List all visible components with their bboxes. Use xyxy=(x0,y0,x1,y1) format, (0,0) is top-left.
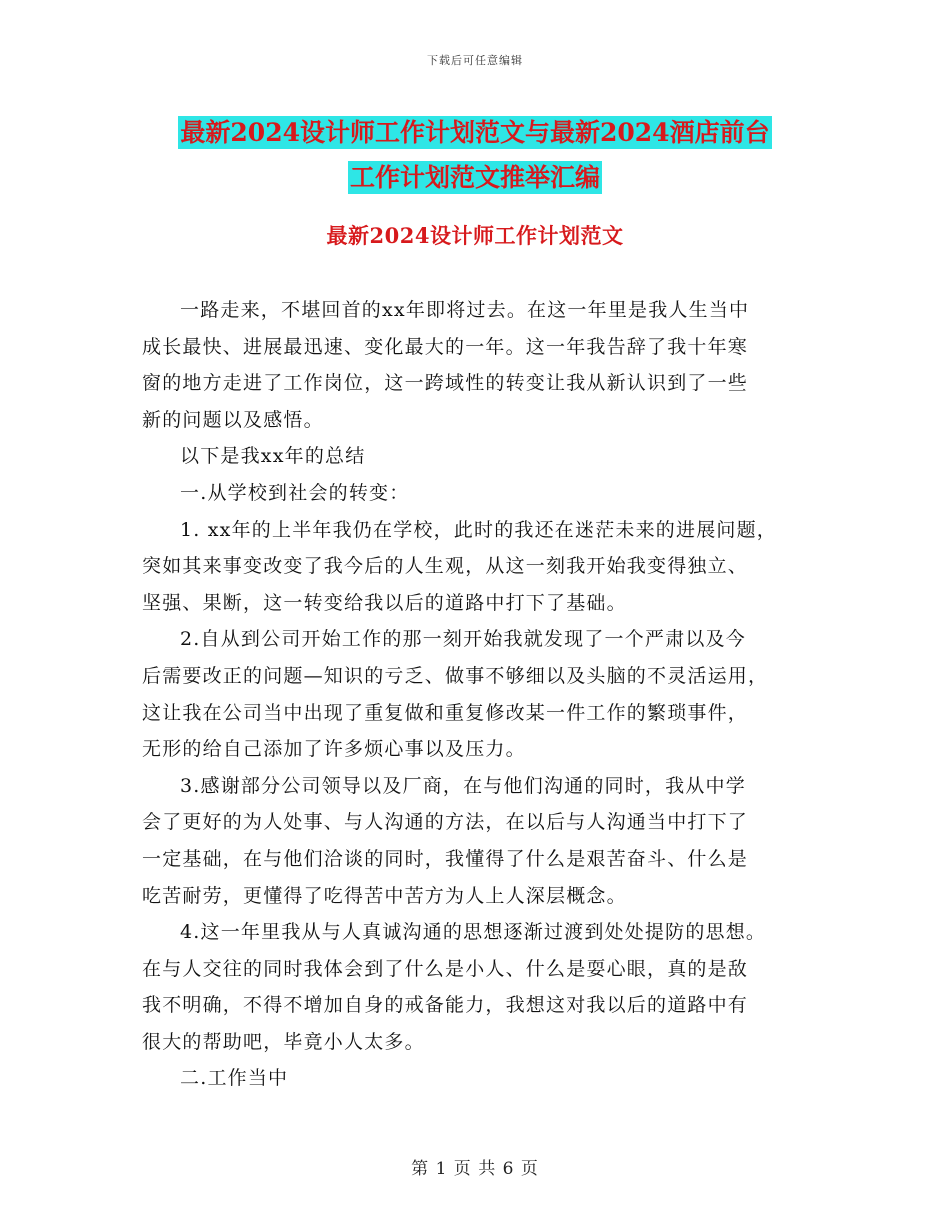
paragraph-summary-lead: 以下是我xx年的总结 xyxy=(180,445,366,468)
paragraph-item-3: 3.感谢部分公司领导以及厂商，在与他们沟通的同时，我从中学 会了更好的为人处事、与人沟通的方法，在以后与人沟通当中打下了 一定基础，在与他们洽谈的同时，我懂得了什么是艰苦奋斗、什么是 吃苦耐劳，更懂得了吃得苦中苦方为人上人深层概念。 xyxy=(142,774,749,907)
paragraph-intro: 一路走来，不堪回首的xx年即将过去。在这一年里是我人生当中 成长最快、进展最迅速、变化最大的一年。这一年我告辞了我十年寒 窗的地方走进了工作岗位，这一跨域性的转变让我从新认识到了一些 新的问题以及感悟。 xyxy=(142,299,750,431)
section-title: 最新2024设计师工作计划范文 xyxy=(326,223,624,248)
document-title-line-2: 工作计划范文推举汇编 xyxy=(349,163,600,192)
paragraph-item-2: 2.自从到公司开始工作的那一刻开始我就发现了一个严肃以及今 后需要改正的问题—知识的亏乏、做事不够细以及头脑的不灵活运用， 这让我在公司当中出现了重复做和重复修改某一件工作的繁琐事件， 无形的给自己添加了许多烦心事以及压力。 xyxy=(142,628,769,761)
heading-school-to-society: 一.从学校到社会的转变： xyxy=(180,481,410,504)
heading-at-work: 二.工作当中 xyxy=(180,1067,289,1090)
page-header-note: 下载后可任意编辑 xyxy=(427,54,523,67)
paragraph-item-4: 4.这一年里我从与人真诚沟通的思想逐渐过渡到处处提防的思想。 在与人交往的同时我体会到了什么是小人、什么是耍心眼，真的是敌 我不明确，不得不增加自身的戒备能力，我想这对我以后的道路中有 很大的帮助吧，毕竟小人太多。 xyxy=(142,921,767,1053)
document-title-line-1: 最新2024设计师工作计划范文与最新2024酒店前台 xyxy=(180,118,770,147)
paragraph-item-1: 1. xx年的上半年我仍在学校，此时的我还在迷茫未来的进展问题， 突如其来事变改变了我今后的人生观，从这一刻我开始我变得独立、 坚强、果断，这一转变给我以后的道路中打下了基础。 xyxy=(142,518,777,614)
document-body xyxy=(142,292,832,1097)
document-title xyxy=(0,110,950,200)
page-number-footer: 第 1 页 共 6 页 xyxy=(411,1159,539,1179)
